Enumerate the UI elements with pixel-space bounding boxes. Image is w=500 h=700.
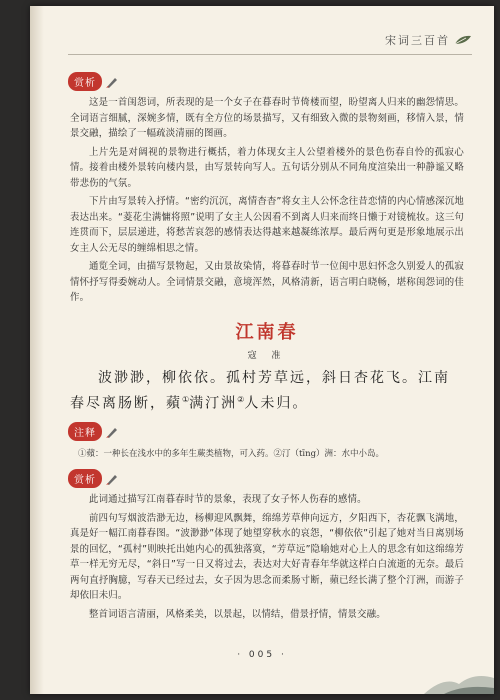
page-content bbox=[70, 70, 464, 625]
paragraph: 下片由写景转入抒情。“密约沉沉，离情杳杳”将女主人公怀念往昔恋情的内心情感深沉地表达出来。“菱花尘满慵将照”说明了女主人公因看不到离人归来而终日懒于对镜梳妆。这三句连贯而下，层层递进，将愁苦哀怨的感情表达得越来越凝练浓厚。最后两句更是形象地展示出女主人公无尽的缠绵相思之情。 bbox=[70, 196, 464, 254]
poem-text: 波渺渺，柳依依。孤村芳草远，斜日杏花飞。江南春尽离肠断，蘋①满汀洲②人未归。 bbox=[70, 369, 450, 412]
brush-icon bbox=[105, 425, 119, 439]
page-binding-shadow bbox=[30, 6, 44, 694]
running-header bbox=[385, 32, 472, 48]
paragraph: 上片先是对阔视的景物进行概括，着力体现女主人公望着楼外的景色伤春自怜的孤寂心情。接着由楼外景转向楼内景，由写景转向写人。五句话分别从不同角度渲染出一种静谧又略带悲伤的气氛。 bbox=[70, 146, 464, 189]
footnotes: ①蘋：一种长在浅水中的多年生蕨类植物，可入药。②汀（tīng）洲：水中小岛。 bbox=[78, 449, 385, 460]
brush-icon bbox=[105, 472, 119, 486]
book-page bbox=[30, 6, 494, 694]
leaf-ornament-icon bbox=[454, 34, 472, 46]
brush-icon bbox=[105, 75, 119, 89]
header-rule bbox=[68, 54, 472, 55]
paragraph: 通览全词，由描写景物起，又由景故染情，将暮春时节一位闺中思妇怀念久别爱人的孤寂情怀抒写得委婉动人。全词情景交融，意境浑然，风格清新，语言明白晓畅，堪称闺怨词的佳作。 bbox=[70, 261, 464, 303]
page-number: · 005 · bbox=[237, 650, 287, 660]
appreciation-tag-2: 赏析 bbox=[68, 469, 119, 488]
corner-landscape-icon bbox=[424, 654, 494, 694]
poem-title: 江南春 bbox=[235, 321, 299, 343]
paragraph: 此词通过描写江南暮春时节的景象，表现了女子怀人伤春的感情。 bbox=[89, 494, 367, 506]
notes-tag: 注释 bbox=[68, 422, 119, 441]
paragraph: 整首词语言清丽，风格柔美，以景起，以情结，借景抒情，情景交融。 bbox=[89, 608, 386, 620]
appreciation-tag-1: 赏析 bbox=[68, 72, 119, 91]
paragraph: 前四句写烟波浩渺无边，杨柳迎风飘舞，绵绵芳草伸向远方，夕阳西下，杏花飘飞满地，真是好一幅江南暮春图。“波渺渺”体现了她望穿秋水的哀怨，“柳依依”引起了她对当日离别场景的回忆，“孤村”则映托出她内心的孤独落寞，“芳草远”隐喻她对心上人的思念有如这绵绵芳草一样无穷无尽，“斜日”写一日又将过去，表达对大好青春年华就这样白白流逝的无奈。最后两句直抒胸臆，写春天已经过去，女子因为思念而柔肠寸断，蘋已经长满了整个汀洲，而游子却依旧未归。 bbox=[70, 512, 464, 602]
book-title: 宋词三百首 bbox=[385, 34, 450, 47]
poem-author: 寇 准 bbox=[247, 350, 287, 361]
paragraph: 这是一首闺怨词，所表现的是一个女子在暮春时节倚楼而望，盼望离人归来的幽怨情思。全词语言细腻，深婉多情，既有全方位的场景描写，又有细致入微的景物刻画，移情入景，情景交融，描绘了一幅疏淡清丽的图画。 bbox=[70, 97, 464, 139]
